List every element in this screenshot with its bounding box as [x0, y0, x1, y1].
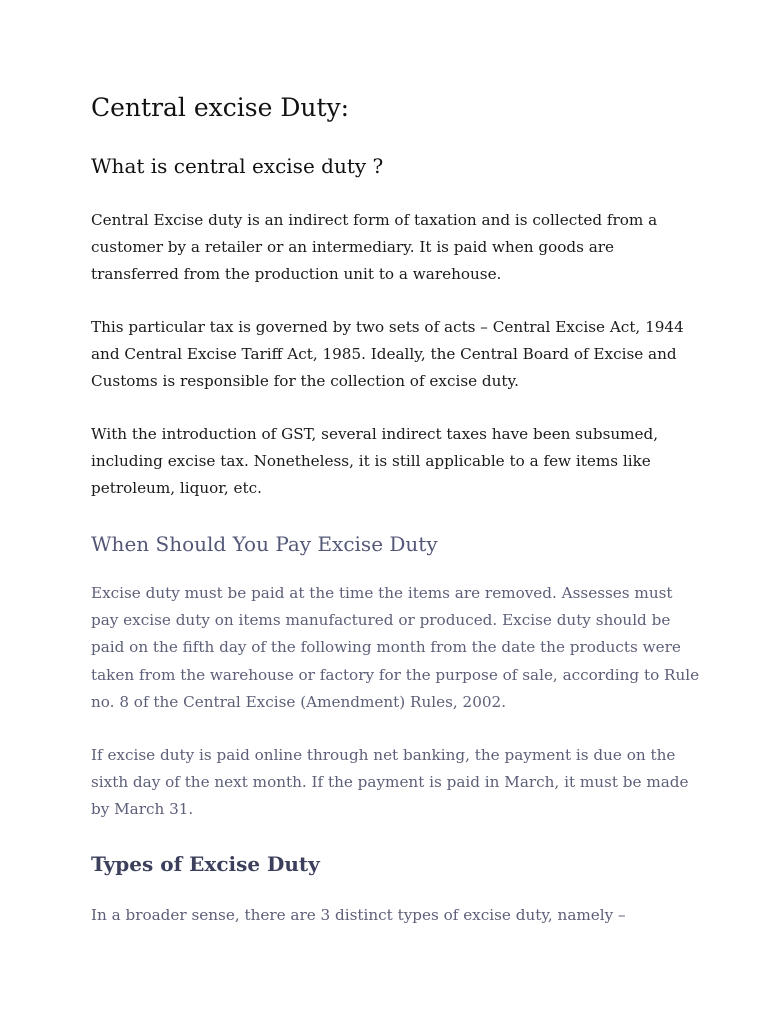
- text-line: With the introduction of GST, several indirect taxes have been subsumed,: [91, 425, 659, 443]
- when-paragraph-1: [91, 580, 700, 716]
- intro-paragraph-3: [91, 421, 683, 503]
- text-line: In a broader sense, there are 3 distinct types of excise duty, namely –: [91, 906, 626, 924]
- page-title: Central excise Duty:: [91, 93, 350, 122]
- text-line: Customs is responsible for the collection of excise duty.: [91, 372, 519, 391]
- subtitle-heading: What is central excise duty ?: [91, 154, 384, 178]
- text-line: This particular tax is governed by two sets of acts – Central Excise Act, 1944: [91, 318, 684, 336]
- text-line: including excise tax. Nonetheless, it is still applicable to a few items like: [91, 452, 651, 471]
- types-paragraph-1: [91, 902, 683, 929]
- text-line: sixth day of the next month. If the payment is paid in March, it must be made: [91, 773, 689, 792]
- text-line: taken from the warehouse or factory for the purpose of sale, according to Rule: [91, 665, 700, 684]
- text-line: Central Excise duty is an indirect form of taxation and is collected from a: [91, 211, 658, 229]
- section-heading-when-to-pay: When Should You Pay Excise Duty: [91, 532, 438, 556]
- text-line: paid on the fifth day of the following month from the date the products were: [91, 638, 681, 657]
- text-line: no. 8 of the Central Excise (Amendment) Rules, 2002.: [91, 692, 507, 711]
- text-line: transferred from the production unit to a warehouse.: [91, 265, 502, 284]
- intro-paragraph-2: [91, 314, 683, 396]
- section-heading-types: Types of Excise Duty: [91, 852, 320, 876]
- intro-paragraph-1: [91, 207, 683, 289]
- text-line: Excise duty must be paid at the time the items are removed. Assesses must: [91, 584, 673, 602]
- text-line: and Central Excise Tariff Act, 1985. Ideally, the Central Board of Excise and: [91, 345, 677, 364]
- text-line: petroleum, liquor, etc.: [91, 479, 262, 498]
- text-line: If excise duty is paid online through net banking, the payment is due on the: [91, 746, 676, 764]
- text-line: by March 31.: [91, 800, 194, 819]
- text-line: customer by a retailer or an intermediary. It is paid when goods are: [91, 238, 615, 257]
- text-line: pay excise duty on items manufactured or produced. Excise duty should be: [91, 611, 671, 630]
- when-paragraph-2: [91, 742, 689, 824]
